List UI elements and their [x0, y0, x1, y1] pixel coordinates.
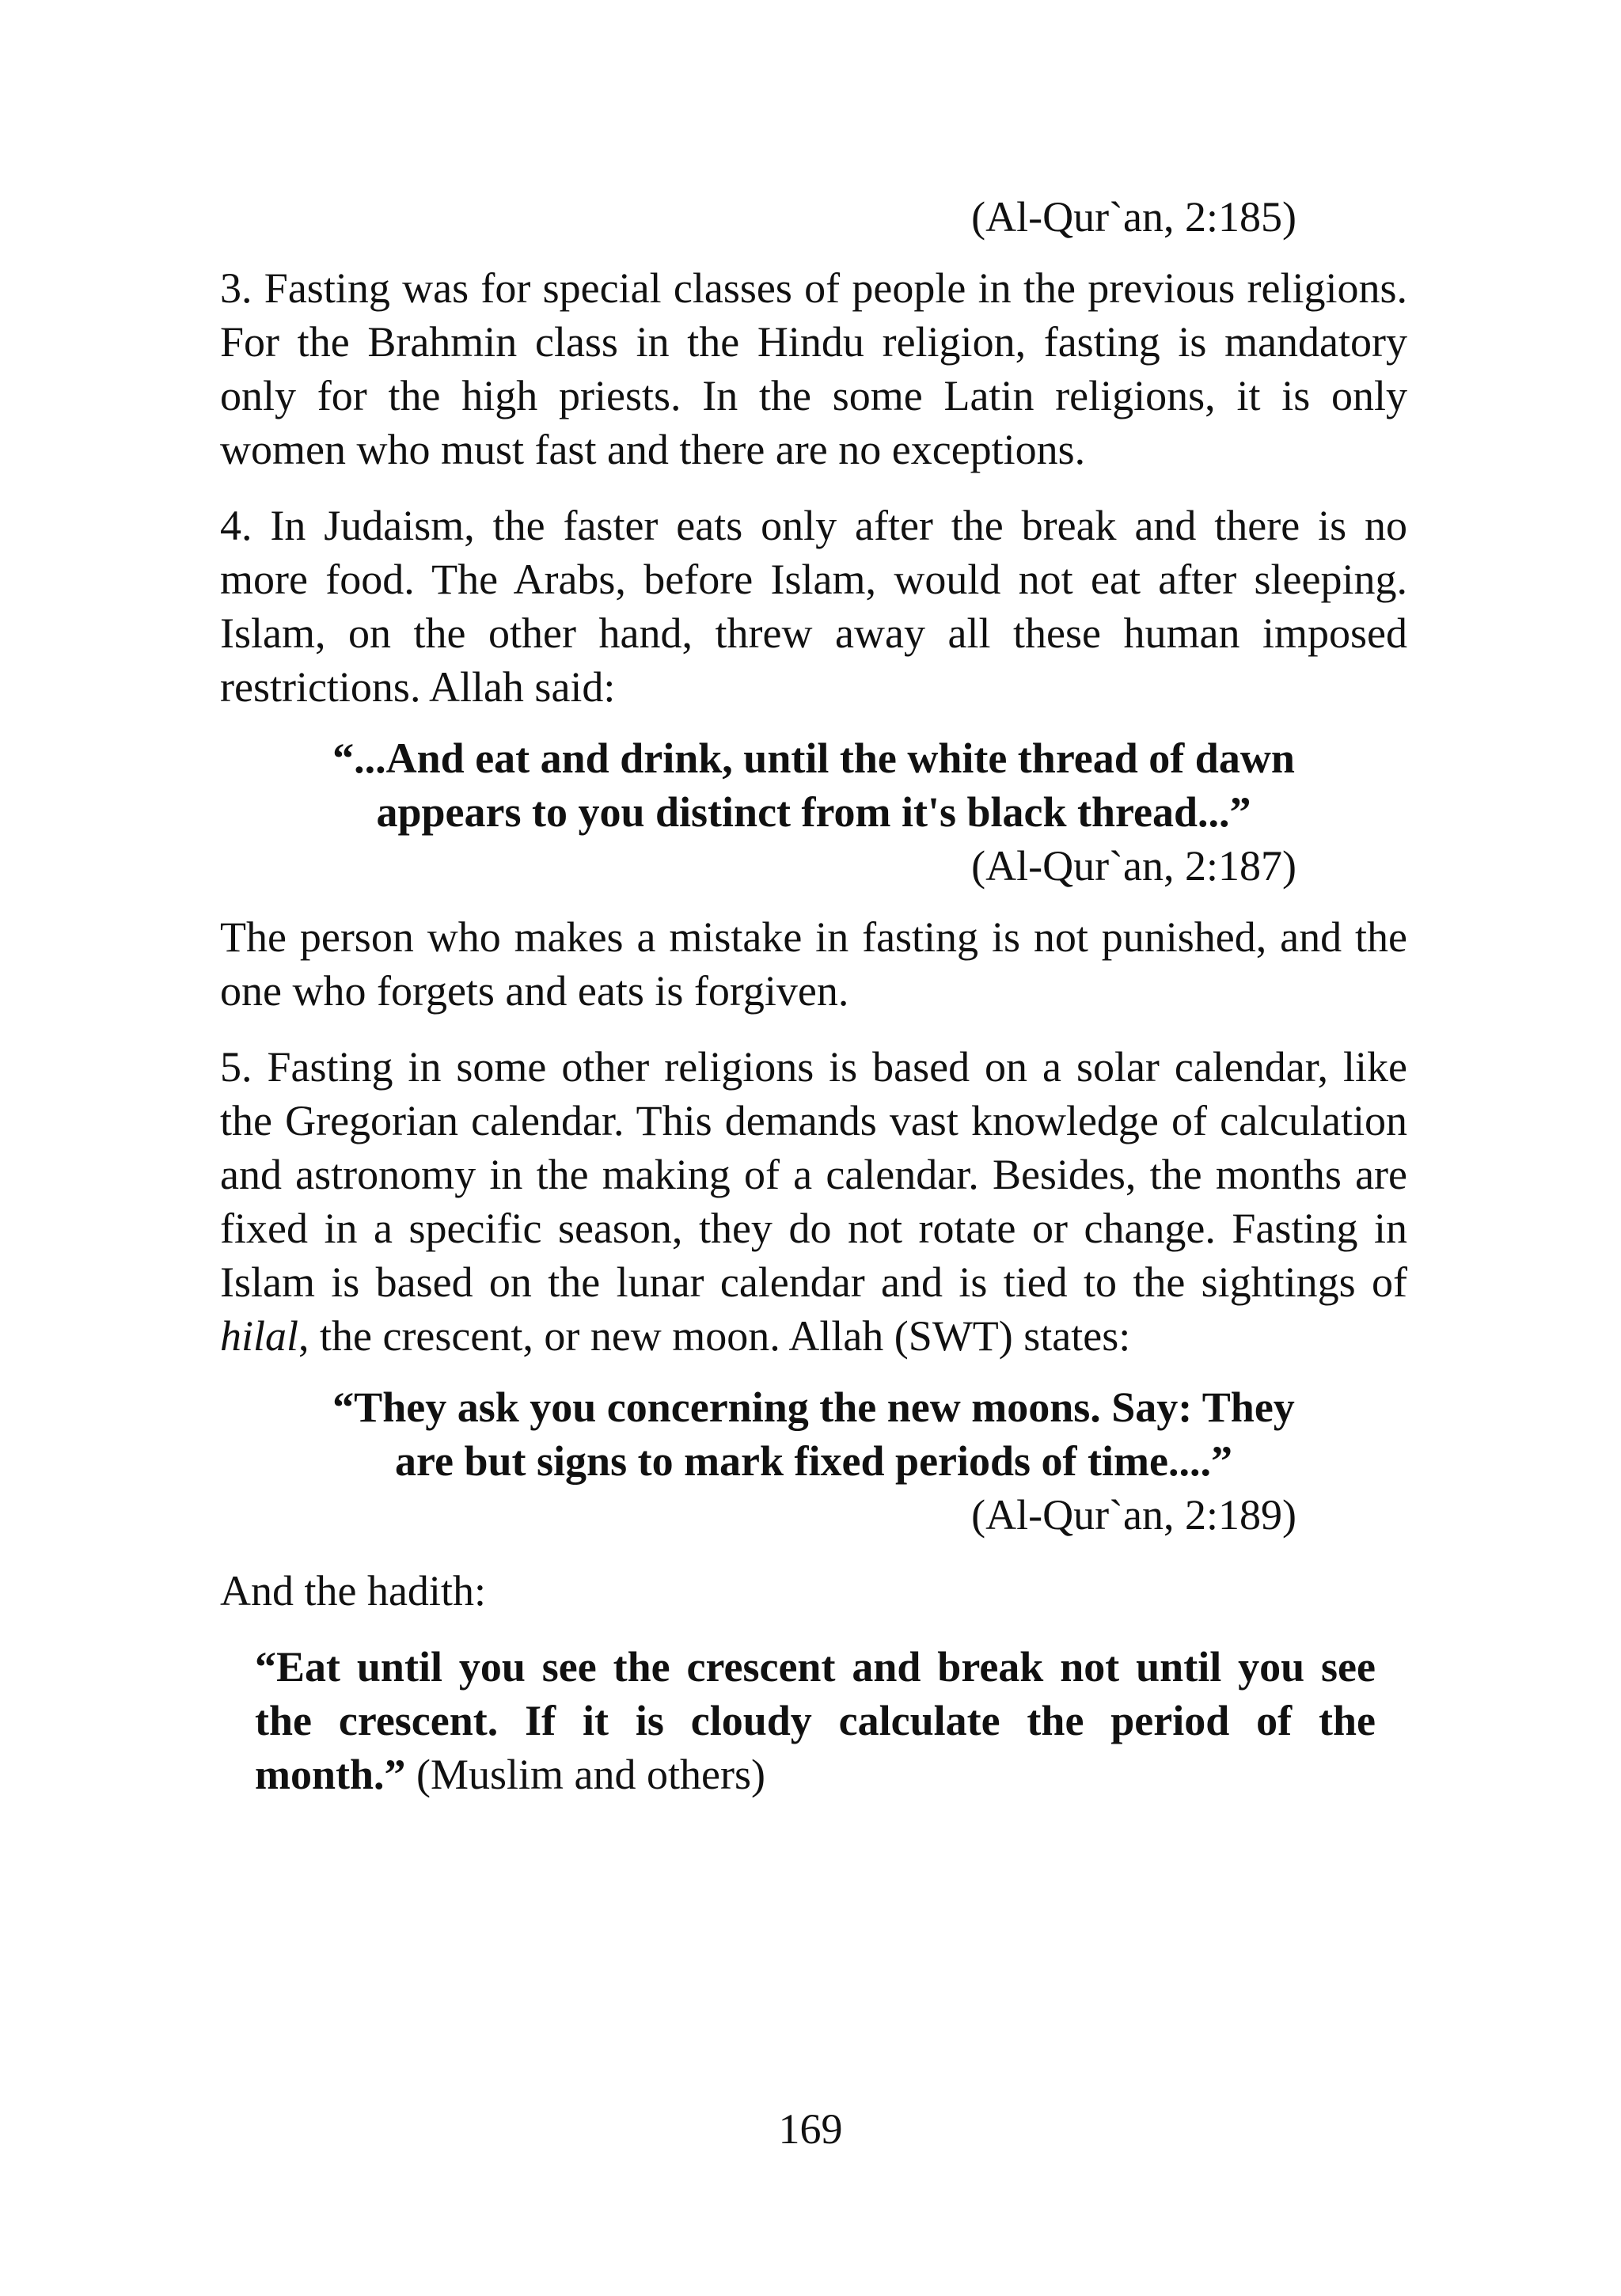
paragraph-3: 3. Fasting was for special classes of people in the previous religions. For the Brahmin class in the Hindu religion, fasting is mandatory only for the high priests. In the some Latin religions, it is only women who must fast and there are no exceptions. — [220, 264, 1407, 473]
paragraph-5-text: 5. Fasting in some other religions is based on a solar calendar, like the Gregorian calendar. This demands vast knowledge of calculation and astronomy in the making of a calendar. Besides, the months are fixed in a specific season, they do not rotate or change. Fasting in Islam is based on the lunar calendar and is tied to the sightings of — [220, 1043, 1407, 1306]
quran-quote: “They ask you concerning the new moons. Say: They are but signs to mark fixed periods of time....” — [332, 1383, 1295, 1485]
hadith-text: “Eat until you see the crescent and break not until you see the crescent. If it is cloudy calculate the period of the month.” — [255, 1643, 1376, 1798]
page-content — [220, 190, 1407, 1801]
hadith-source: (Muslim and others) — [405, 1751, 765, 1798]
paragraph-mistake: The person who makes a mistake in fasting is not punished, and the one who forgets and eats is forgiven. — [220, 913, 1407, 1015]
quran-quote: “...And eat and drink, until the white thread of dawn appears to you distinct from it's black thread...” — [332, 734, 1295, 836]
hadith-quote — [220, 1640, 1407, 1801]
quran-reference: (Al-Qur`an, 2:185) — [971, 193, 1296, 241]
paragraph-5 — [220, 1040, 1407, 1363]
paragraph-4: 4. In Judaism, the faster eats only after the break and there is no more food. The Arabs, before Islam, would not eat after sleeping. Islam, on the other hand, threw away all these human imposed restrictions. Allah said: — [220, 502, 1407, 711]
quran-reference: (Al-Qur`an, 2:187) — [971, 842, 1296, 890]
page-number: 169 — [778, 2105, 843, 2153]
italic-term: hilal — [220, 1312, 299, 1360]
quran-reference: (Al-Qur`an, 2:189) — [971, 1491, 1296, 1539]
paragraph-5-text: , the crescent, or new moon. Allah (SWT) states: — [298, 1312, 1131, 1360]
hadith-intro: And the hadith: — [220, 1567, 486, 1615]
